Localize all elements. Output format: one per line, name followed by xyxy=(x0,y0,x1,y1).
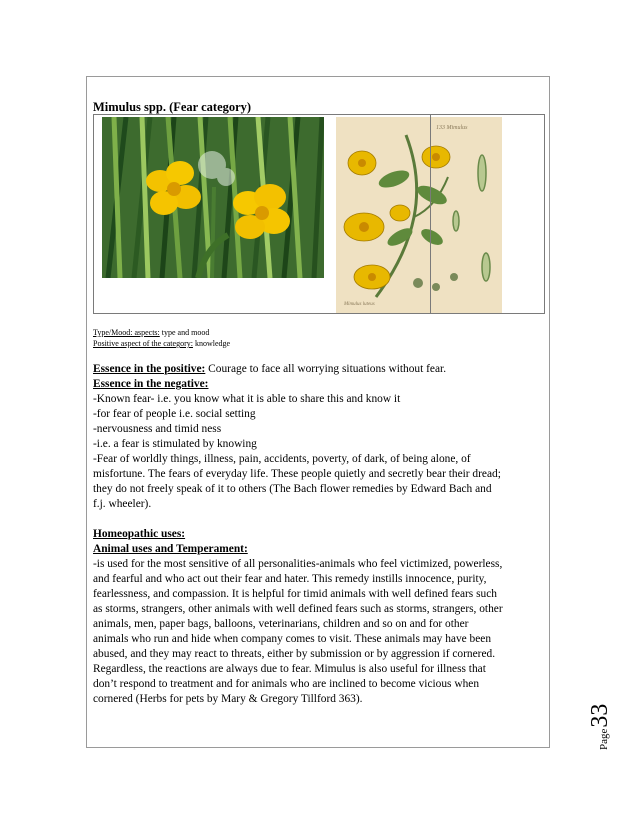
animal-line: and fearful and who act out their fear and hater. This remedy instills innocence, purity, xyxy=(93,573,487,585)
essence-positive xyxy=(93,362,549,377)
animal-line: don’t respond to treatment and for animals who are inclined to become vicious when xyxy=(93,678,480,690)
svg-text:133 Mimulus: 133 Mimulus xyxy=(436,125,468,131)
negative-line: f.j. wheeler). xyxy=(93,498,152,510)
animal-line: fearlessness, and compassion. It is helpful for timid animals with well defined fears such xyxy=(93,588,497,600)
positive-aspect-value: knowledge xyxy=(192,339,231,348)
essence-positive-text: Courage to face all worrying situations without fear. xyxy=(205,363,447,375)
negative-line: -nervousness and timid ness xyxy=(93,423,222,435)
body-text xyxy=(93,362,549,707)
image-table xyxy=(93,114,545,314)
positive-aspect-line xyxy=(93,339,230,349)
animal-line: -is used for the most sensitive of all personalities-animals who feel victimized, powerless, xyxy=(93,558,503,570)
type-mood-value: type and mood xyxy=(159,328,210,337)
positive-aspect-label: Positive aspect of the category: xyxy=(93,339,193,348)
animal-line: abused, and they may react to threats, either by submission or by aggression if cornered. xyxy=(93,648,496,660)
type-mood-label: Type/Mood: aspects: xyxy=(93,328,160,337)
type-mood-line xyxy=(93,328,209,338)
page-label: Page xyxy=(598,728,610,750)
animal-uses-heading: Animal uses and Temperament: xyxy=(93,543,248,555)
negative-line: -Fear of worldly things, illness, pain, accidents, poverty, of dark, of being alone, of xyxy=(93,453,471,465)
negative-line: -i.e. a fear is stimulated by knowing xyxy=(93,438,257,450)
mimulus-botanical-illustration xyxy=(336,117,502,313)
negative-line: they do not freely speak of it to others (The Bach flower remedies by Edward Bach and xyxy=(93,483,492,495)
page-number xyxy=(587,690,613,750)
animal-line: as storms, strangers, other animals with well defined fears such as storms, strangers, other xyxy=(93,603,503,615)
image-table-right-divider xyxy=(430,115,431,313)
negative-line: -Known fear- i.e. you know what it is able to share this and know it xyxy=(93,393,401,405)
mimulus-photo xyxy=(102,117,324,278)
negative-line: -for fear of people i.e. social setting xyxy=(93,408,256,420)
essence-positive-label: Essence in the positive: xyxy=(93,363,206,375)
page-title: Mimulus spp. (Fear category) xyxy=(93,100,252,114)
animal-line: animals who run and hide when company comes to visit. These animals may have been xyxy=(93,633,492,645)
homeopathic-heading: Homeopathic uses: xyxy=(93,528,186,540)
animal-line: Regardless, the reactions are always due to fear. Mimulus is also useful for illness that xyxy=(93,663,486,675)
svg-text:Mimulus luteus: Mimulus luteus xyxy=(344,302,375,307)
animal-line: animals, men, paper bags, balloons, veterinarians, children and so on and for other xyxy=(93,618,469,630)
essence-negative-heading: Essence in the negative: xyxy=(93,378,209,390)
negative-line: misfortune. The fears of everyday life. These people quietly and secretly bear their dread; xyxy=(93,468,501,480)
page-number-value: 33 xyxy=(587,703,613,728)
animal-line: cornered (Herbs for pets by Mary & Gregory Tillford 363). xyxy=(93,693,363,705)
